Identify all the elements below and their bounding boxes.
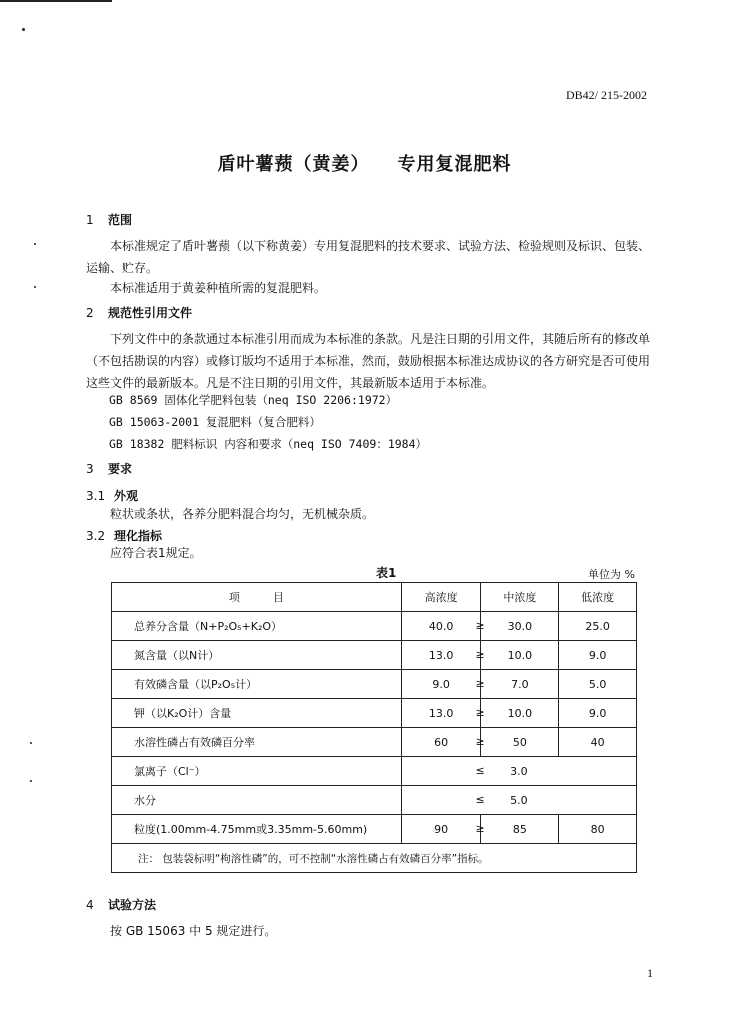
spec-table (111, 582, 637, 873)
table-cell-value: 40.0 (401, 612, 481, 641)
document-number: DB42/ 215-2002 (566, 88, 647, 102)
table-header-row (112, 583, 637, 612)
table-cell-operator: ≥ (475, 735, 485, 748)
table-cell-operator: ≥ (475, 822, 485, 835)
table-row (112, 815, 637, 844)
table-cell-value: 9.0 (559, 699, 637, 728)
scan-dot (34, 286, 36, 288)
scan-dot (22, 28, 25, 31)
section-heading-4: 4 试验方法 (86, 898, 157, 912)
table-cell-value: 9.0 (401, 670, 481, 699)
table-cell-value: 7.0 (481, 670, 559, 699)
table-cell-value-merged: 3.0 (401, 757, 636, 786)
subsection-3-1-text: 粒状或条状，各养分肥料混合均匀，无机械杂质。 (110, 507, 375, 521)
table-cell-item: 水溶性磷占有效磷百分率 (112, 728, 401, 757)
table-row (112, 612, 637, 641)
section-4-text: 按 GB 15063 中 5 规定进行。 (110, 924, 277, 938)
table-unit: 单位为 % (588, 568, 635, 581)
reference-item: GB 18382 肥料标识 内容和要求（neq ISO 7409：1984） (109, 437, 428, 451)
subsection-heading-3-1: 3.1 外观 (86, 489, 139, 503)
section-heading-3: 3 要求 (86, 462, 133, 476)
table-row (112, 699, 637, 728)
reference-item: GB 15063-2001 复混肥料（复合肥料） (109, 415, 321, 429)
section-1-para-1: 本标准规定了盾叶薯蓣（以下称黄姜）专用复混肥料的技术要求、试验方法、检验规则及标识、包装、运输、贮存。 (86, 239, 651, 275)
table-cell-value: 30.0 (481, 612, 559, 641)
scan-dot (30, 742, 32, 744)
table-cell-value: 80 (559, 815, 637, 844)
table-row (112, 728, 637, 757)
table-cell-operator: ≥ (475, 677, 485, 690)
section-heading-1: 1 范围 (86, 213, 133, 227)
table-cell-value: 5.0 (559, 670, 637, 699)
section-heading-2: 2 规范性引用文件 (86, 306, 193, 320)
top-rule (0, 0, 112, 2)
section-1-para-2: 本标准适用于黄姜种植所需的复混肥料。 (110, 281, 327, 295)
subsection-3-2-text: 应符合表1规定。 (110, 546, 202, 560)
subsection-heading-3-2: 3.2 理化指标 (86, 529, 163, 543)
table-cell-operator: ≤ (475, 793, 485, 806)
table-cell-value: 13.0 (401, 699, 481, 728)
table-header-cell: 项 目 (112, 583, 402, 612)
table-cell-value: 13.0 (401, 641, 481, 670)
table-cell-value: 40 (559, 728, 637, 757)
reference-item: GB 8569 固体化学肥料包装（neq ISO 2206:1972） (109, 393, 398, 407)
scan-dot (34, 243, 36, 245)
section-2-para-1: 下列文件中的条款通过本标准引用而成为本标准的条款。凡是注日期的引用文件，其随后所有的修改单（不包括勘误的内容）或修订版均不适用于本标准，然而，鼓励根据本标准达成协议的各方研究是否可使用这些文件的最新版本。凡是不注日期的引用文件，其最新版本适用于本标准。 (86, 332, 651, 390)
table-cell-item: 总养分含量（N+P₂O₅+K₂O） (112, 612, 401, 641)
title-part-1: 盾叶薯蓣（黄姜） (217, 154, 370, 175)
table-header-cell: 低浓度 (559, 583, 637, 612)
table-cell-value: 85 (481, 815, 559, 844)
table-cell-value: 9.0 (559, 641, 637, 670)
table-cell-operator: ≤ (475, 764, 485, 777)
table-cell-operator: ≥ (475, 706, 485, 719)
table-note: 注： 包装袋标明“枸溶性磷”的，可不控制“水溶性磷占有效磷百分率”指标。 (112, 844, 637, 873)
table-cell-value: 10.0 (481, 699, 559, 728)
table-cell-operator: ≥ (475, 619, 485, 632)
table-cell-item: 水分 (112, 786, 401, 815)
table-row (112, 757, 637, 786)
table-header-cell: 中浓度 (481, 583, 559, 612)
page-number: 1 (647, 966, 653, 980)
table-cell-item: 氯离子（Cl⁻） (112, 757, 401, 786)
table-cell-value: 90 (401, 815, 481, 844)
table-cell-item: 钾（以K₂O计）含量 (112, 699, 401, 728)
page-title (0, 150, 729, 176)
table-row (112, 786, 637, 815)
table-cell-item: 有效磷含量（以P₂O₅计） (112, 670, 401, 699)
table-cell-value: 25.0 (559, 612, 637, 641)
table-cell-value: 50 (481, 728, 559, 757)
table-cell-value-merged: 5.0 (401, 786, 636, 815)
title-part-2: 专用复混肥料 (397, 154, 512, 175)
table-cell-value: 10.0 (481, 641, 559, 670)
table-row (112, 670, 637, 699)
table-cell-item: 氮含量（以N计） (112, 641, 401, 670)
table-cell-value: 60 (401, 728, 481, 757)
table-note-row (112, 844, 637, 873)
table-caption: 表1 (376, 566, 397, 580)
table-row (112, 641, 637, 670)
table-header-cell: 高浓度 (401, 583, 481, 612)
table-cell-operator: ≥ (475, 648, 485, 661)
table-cell-item: 粒度(1.00mm-4.75mm或3.35mm-5.60mm) (112, 815, 401, 844)
scan-dot (30, 780, 32, 782)
